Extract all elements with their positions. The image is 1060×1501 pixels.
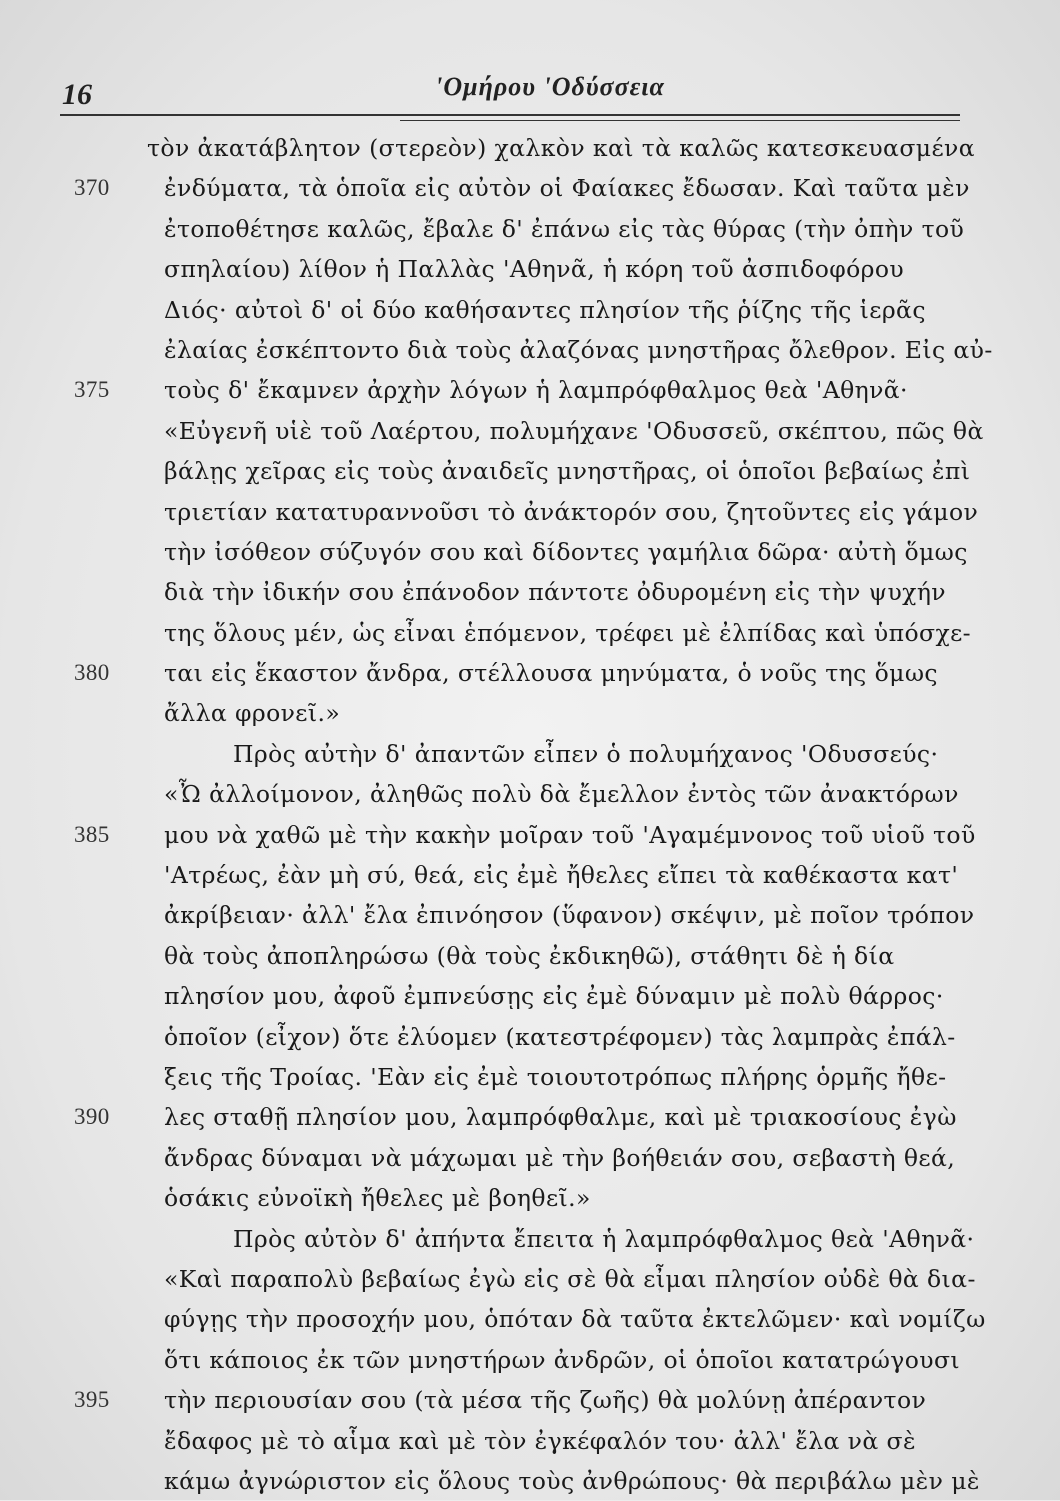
text-line	[0, 572, 1060, 612]
text-line	[0, 1178, 1060, 1218]
line-text: τοὺς δ' ἔκαμνεν ἀρχὴν λόγων ἡ λαμπρόφθαλμος θεὰ 'Αθηνᾶ·	[164, 376, 908, 405]
text-line	[0, 1057, 1060, 1097]
text-line	[0, 895, 1060, 935]
line-number: 390	[74, 1104, 110, 1130]
line-number: 375	[74, 377, 110, 403]
text-line	[0, 774, 1060, 814]
text-line	[0, 330, 1060, 370]
text-line	[0, 815, 1060, 855]
line-text: 'Ατρέως, ἐὰν μὴ σύ, θεά, εἰς ἐμὲ ἤθελες εἴπει τὰ καθέκαστα κατ'	[164, 861, 959, 890]
text-line	[0, 1017, 1060, 1057]
text-line	[0, 1097, 1060, 1137]
text-line	[0, 693, 1060, 733]
text-line	[0, 734, 1060, 774]
line-text: ἐνδύματα, τὰ ὁποῖα εἰς αὐτὸν οἱ Φαίακες ἔδωσαν. Καὶ ταῦτα μὲν	[164, 174, 970, 203]
line-text: της ὅλους μέν, ὡς εἶναι ἑπόμενον, τρέφει μὲ ἐλπίδας καὶ ὑπόσχε-	[164, 618, 972, 647]
text-line	[0, 1340, 1060, 1380]
text-line	[0, 1259, 1060, 1299]
line-number: 370	[74, 175, 110, 201]
line-text: ἐλαίας ἐσκέπτοντο διὰ τοὺς ἀλαζόνας μνηστῆρας ὄλεθρον. Εἰς αὐ-	[164, 335, 993, 364]
text-line	[0, 1219, 1060, 1259]
line-text: βάλῃς χεῖρας εἰς τοὺς ἀναιδεῖς μνηστῆρας, οἱ ὁποῖοι βεβαίως ἐπὶ	[164, 457, 971, 486]
header-rule	[60, 114, 960, 116]
line-number: 380	[74, 660, 110, 686]
line-text: φύγῃς τὴν προσοχήν μου, ὁπόταν δὰ ταῦτα ἐκτελῶμεν· καὶ νομίζω	[164, 1305, 986, 1334]
line-text: ὁσάκις εὐνοϊκὴ ἤθελες μὲ βοηθεῖ.»	[164, 1184, 591, 1213]
line-text: λες σταθῇ πλησίον μου, λαμπρόφθαλμε, καὶ μὲ τριακοσίους ἐγὼ	[164, 1103, 957, 1132]
line-text: κάμω ἀγνώριστον εἰς ὅλους τοὺς ἀνθρώπους· θὰ περιβάλω μὲν μὲ	[164, 1466, 980, 1495]
text-line	[0, 128, 1060, 168]
line-number: 395	[74, 1387, 110, 1413]
line-text: διὰ τὴν ἰδικήν σου ἐπάνοδον πάντοτε ὀδυρομένη εἰς τὴν ψυχήν	[164, 578, 946, 607]
line-text: «Εὐγενῆ υἱὲ τοῦ Λαέρτου, πολυμήχανε 'Οδυσσεῦ, σκέπτου, πῶς θὰ	[164, 416, 984, 445]
line-text: τὴν ἰσόθεον σύζυγόν σου καὶ δίδοντες γαμήλια δῶρα· αὐτὴ ὅμως	[164, 537, 968, 566]
line-text: μου νὰ χαθῶ μὲ τὴν κακὴν μοῖραν τοῦ 'Αγαμέμνονος τοῦ υἱοῦ τοῦ	[164, 820, 976, 849]
text-line	[0, 209, 1060, 249]
text-line	[0, 1138, 1060, 1178]
text-line	[0, 1421, 1060, 1461]
line-number: 385	[74, 821, 110, 847]
line-text: «Ὦ ἀλλοίμονον, ἀληθῶς πολὺ δὰ ἔμελλον ἐντὸς τῶν ἀνακτόρων	[164, 780, 959, 809]
line-text: ἀκρίβειαν· ἀλλ' ἔλα ἐπινόησον (ὕφανον) σκέψιν, μὲ ποῖον τρόπον	[164, 901, 975, 930]
line-text: Διός· αὐτοὶ δ' οἱ δύο καθήσαντες πλησίον τῆς ῥίζης τῆς ἱερᾶς	[164, 295, 926, 324]
line-text: ὁποῖον (εἶχον) ὅτε ἐλύομεν (κατεστρέφομεν) τὰς λαμπρὰς ἐπάλ-	[164, 1022, 956, 1051]
line-text: ἐτοποθέτησε καλῶς, ἔβαλε δ' ἐπάνω εἰς τὰς θύρας (τὴν ὀπὴν τοῦ	[164, 214, 965, 243]
line-text: Πρὸς αὐτὸν δ' ἀπήντα ἔπειτα ἡ λαμπρόφθαλμος θεὰ 'Αθηνᾶ·	[233, 1224, 975, 1253]
running-title: 'Ομήρου 'Οδύσσεια	[435, 72, 665, 101]
text-line	[0, 370, 1060, 410]
line-text: τὸν ἀκατάβλητον (στερεὸν) χαλκὸν καὶ τὰ καλῶς κατεσκευασμένα	[147, 134, 975, 162]
text-line	[0, 653, 1060, 693]
text-line	[0, 976, 1060, 1016]
line-text: Πρὸς αὐτὴν δ' ἀπαντῶν εἶπεν ὁ πολυμήχανος 'Οδυσσεύς·	[233, 739, 939, 768]
line-text: τὴν περιουσίαν σου (τὰ μέσα τῆς ζωῆς) θὰ μολύνῃ ἀπέραντον	[164, 1386, 927, 1415]
line-text: σπηλαίου) λίθον ἡ Παλλὰς 'Αθηνᾶ, ἡ κόρη τοῦ ἀσπιδοφόρου	[164, 255, 905, 284]
text-line	[0, 1380, 1060, 1420]
text-line	[0, 532, 1060, 572]
line-text: ξεις τῆς Τροίας. 'Εὰν εἰς ἐμὲ τοιουτοτρόπως πλήρης ὁρμῆς ἤθε-	[164, 1062, 947, 1091]
text-line	[0, 1461, 1060, 1501]
line-text: «Καὶ παραπολὺ βεβαίως ἐγὼ εἰς σὲ θὰ εἶμαι πλησίον οὐδὲ θὰ δια-	[164, 1264, 976, 1293]
line-text: πλησίον μου, ἀφοῦ ἐμπνεύσῃς εἰς ἐμὲ δύναμιν μὲ πολὺ θάρρος·	[164, 982, 944, 1011]
text-line	[0, 290, 1060, 330]
text-line	[0, 613, 1060, 653]
line-text: ἔδαφος μὲ τὸ αἷμα καὶ μὲ τὸν ἐγκέφαλόν του· ἀλλ' ἔλα νὰ σὲ	[164, 1426, 916, 1455]
text-line	[0, 451, 1060, 491]
text-line	[0, 936, 1060, 976]
text-line	[0, 1299, 1060, 1339]
line-text: ἄλλα φρονεῖ.»	[164, 699, 341, 728]
text-line	[0, 168, 1060, 208]
page-number: 16	[62, 78, 92, 111]
text-line	[0, 855, 1060, 895]
line-text: ὅτι κάποιος ἐκ τῶν μνηστήρων ἀνδρῶν, οἱ ὁποῖοι κατατρώγουσι	[164, 1345, 961, 1374]
text-body	[0, 128, 1060, 1501]
text-line	[0, 492, 1060, 532]
line-text: ται εἰς ἕκαστον ἄνδρα, στέλλουσα μηνύματα, ὁ νοῦς της ὅμως	[164, 659, 938, 688]
text-line	[0, 249, 1060, 289]
line-text: τριετίαν κατατυραννοῦσι τὸ ἀνάκτορόν σου, ζητοῦντες εἰς γάμον	[164, 497, 979, 526]
line-text: θὰ τοὺς ἀποπληρώσω (θὰ τοὺς ἐκδικηθῶ), στάθητι δὲ ἡ δία	[164, 941, 895, 970]
header-rule-thin	[400, 120, 960, 121]
text-line	[0, 411, 1060, 451]
line-text: ἄνδρας δύναμαι νὰ μάχωμαι μὲ τὴν βοήθειάν σου, σεβαστὴ θεά,	[164, 1143, 956, 1172]
